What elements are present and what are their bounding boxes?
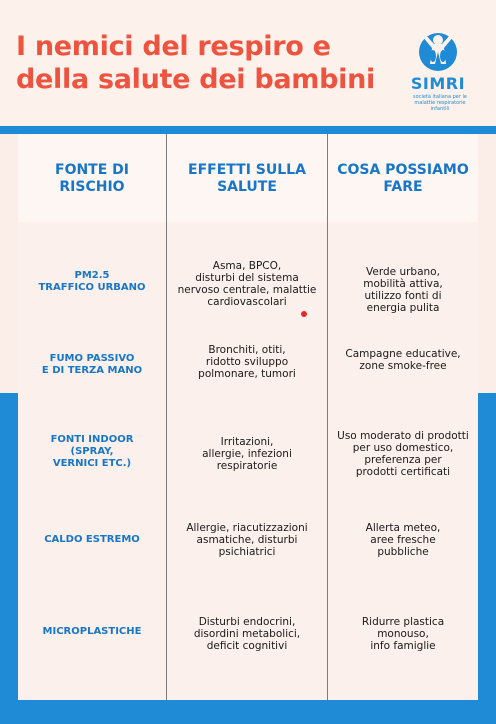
page-title: [16, 30, 406, 96]
simri-logo: [408, 30, 488, 110]
actions: Uso moderato di prodotti per uso domestico, preferenza per prodotti certificati: [337, 430, 469, 478]
health-effects: Asma, BPCO, disturbi del sistema nervoso centrale, malattie cardiovascolari: [177, 260, 317, 308]
health-effects: Irritazioni, allergie, infezioni respiratorie: [202, 436, 292, 472]
blue-band: [0, 126, 496, 134]
risk-table: [18, 134, 478, 700]
actions: Ridurre plastica monouso, info famiglie: [361, 616, 445, 652]
risk-source: CALDO ESTREMO: [44, 534, 140, 545]
logo-subtitle: società italiana per le malattie respiratorie infantili: [413, 94, 467, 112]
actions: Allerta meteo, aree fresche pubbliche: [365, 522, 441, 558]
actions: Campagne educative, zone smoke-free: [345, 348, 461, 372]
child-lungs-logo-icon: [408, 30, 468, 76]
health-effects: Bronchiti, otiti, ridotto sviluppo polmonare, tumori: [198, 344, 296, 380]
health-effects: Allergie, riacutizzazioni asmatiche, disturbi psichiatrici: [186, 522, 308, 558]
header-cosa-possiamo-fare: COSA POSSIAMO FARE: [337, 162, 469, 195]
title-line-1: I nemici del respiro e: [16, 31, 331, 62]
header-effetti-sulla-salute: EFFETTI SULLA SALUTE: [188, 162, 306, 195]
health-effects: Disturbi endocrini, disordini metabolici, deficit cognitivi: [193, 616, 301, 652]
risk-source: PM2.5 TRAFFICO URBANO: [38, 270, 146, 293]
risk-source: MICROPLASTICHE: [42, 626, 142, 637]
header-fonte-di-rischio: FONTE DI RISCHIO: [55, 162, 129, 195]
title-line-2: della salute dei bambini: [16, 64, 375, 95]
actions: Verde urbano, mobilità attiva, utilizzo fonti di energia pulita: [363, 266, 443, 314]
red-dot-marker: [301, 311, 307, 317]
logo-name: SIMRI: [410, 74, 466, 93]
risk-source: FONTI INDOOR (SPRAY, VERNICI ETC.): [50, 434, 134, 469]
risk-source: FUMO PASSIVO E DI TERZA MANO: [41, 353, 143, 376]
